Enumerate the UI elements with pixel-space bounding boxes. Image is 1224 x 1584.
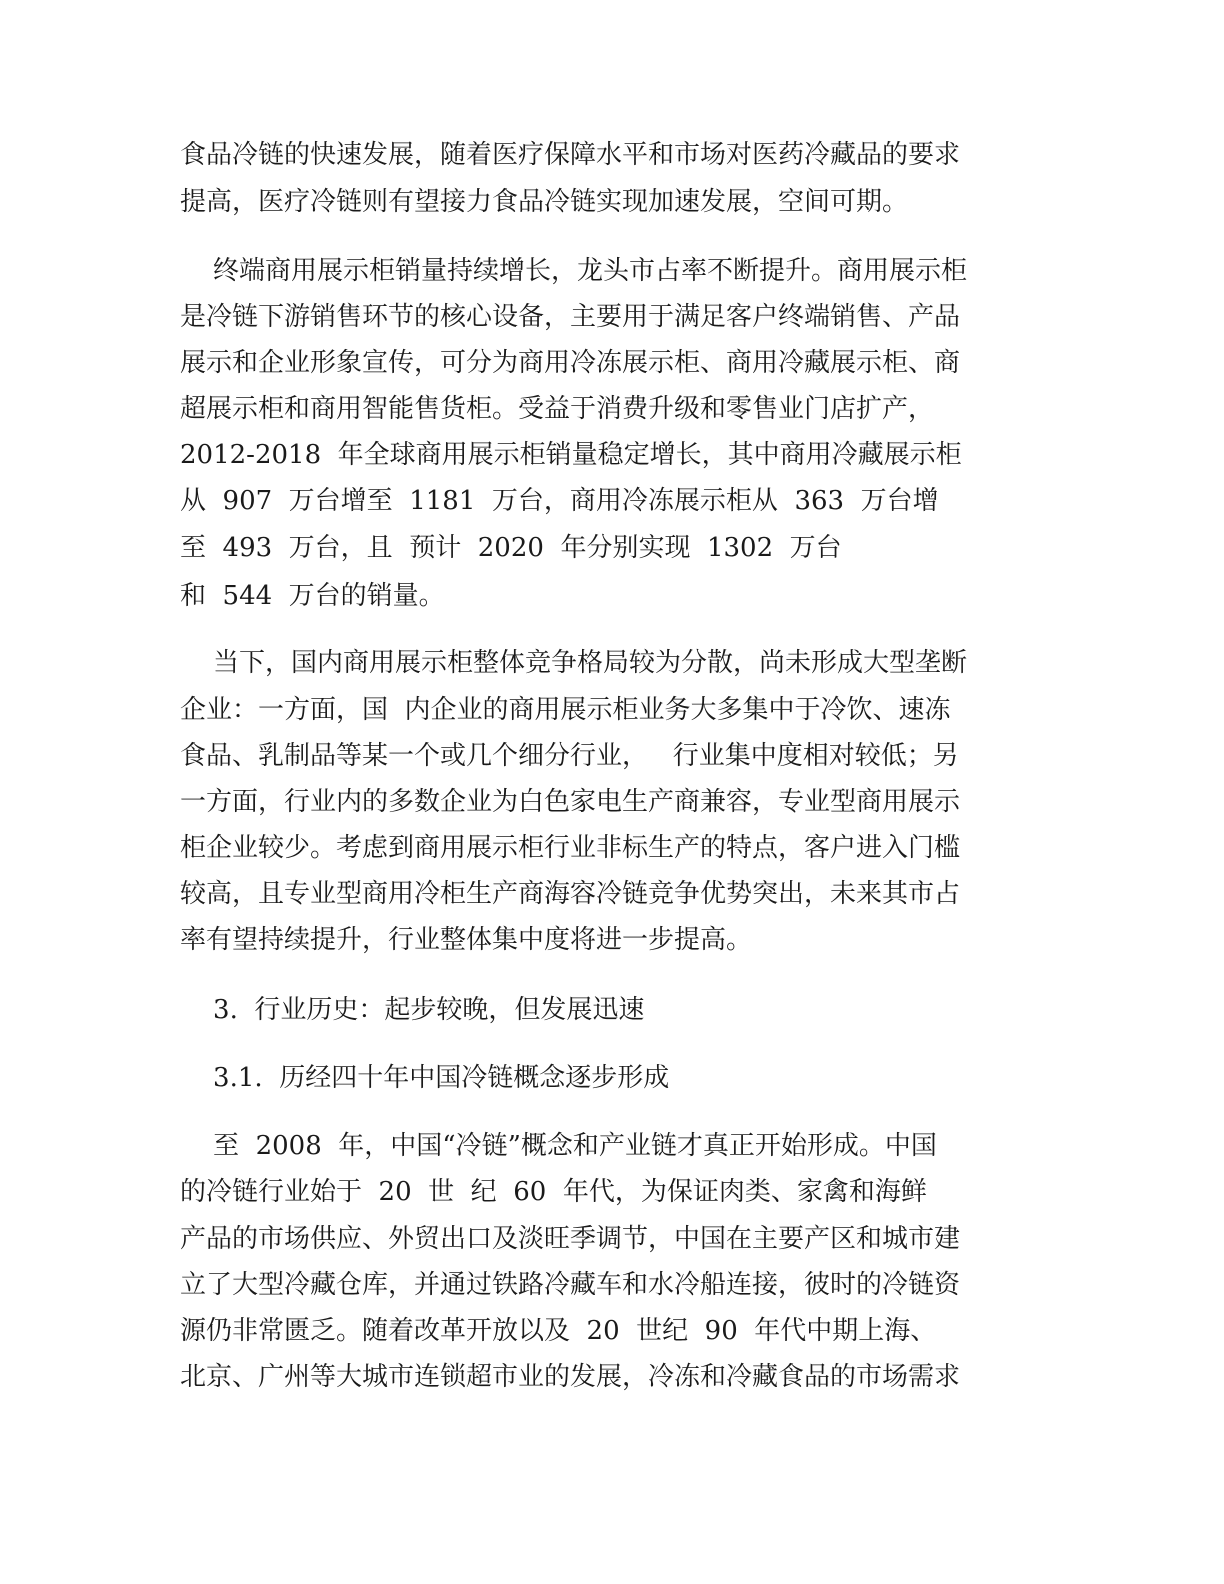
para-3-line-2: 企业：一方面，国 内企业的商用展示柜业务大多集中于冷饮、速冻 [180,695,951,725]
para-2-line-3: 展示和企业形象宣传，可分为商用冷冻展示柜、商用冷藏展示柜、商 [180,348,961,378]
para-2-line-4: 超展示柜和商用智能售货柜。受益于消费升级和零售业门店扩产， [180,394,935,424]
para-4-line-6: 北京、广州等大城市连锁超市业的发展，冷冻和冷藏食品的市场需求 [180,1362,961,1392]
para-2-line-7: 至 493 万台，且 预计 2020 年分别实现 1302 万台 [180,533,842,563]
para-4-line-2: 的冷链行业始于 20 世 纪 60 年代，为保证肉类、家禽和海鲜 [180,1177,927,1207]
para-3-line-1: 当下，国内商用展示柜整体竞争格局较为分散，尚未形成大型垄断 [180,648,968,678]
para-2-line-6: 从 907 万台增至 1181 万台，商用冷冻展示柜从 363 万台增 [180,486,939,516]
para-3-line-5: 柜企业较少。考虑到商用展示柜行业非标生产的特点，客户进入门槛 [180,833,961,863]
para-4-line-5: 源仍非常匮乏。随着改革开放以及 20 世纪 90 年代中期上海、 [180,1316,937,1346]
para-4-line-4: 立了大型冷藏仓库，并通过铁路冷藏车和水冷船连接，彼时的冷链资 [180,1270,961,1300]
section-heading-3: 3. 行业历史：起步较晚，但发展迅速 [180,995,645,1025]
para-2-line-2: 是冷链下游销售环节的核心设备，主要用于满足客户终端销售、产品 [180,302,961,332]
para-2-line-5: 2012-2018 年全球商用展示柜销量稳定增长，其中商用冷藏展示柜 [180,440,962,470]
para-2-line-1: 终端商用展示柜销量持续增长，龙头市占率不断提升。商用展示柜 [180,256,968,286]
para-4-line-3: 产品的市场供应、外贸出口及淡旺季调节，中国在主要产区和城市建 [180,1224,961,1254]
para-2-line-8: 和 544 万台的销量。 [180,581,445,611]
para-3-line-3: 食品、乳制品等某一个或几个细分行业， 行业集中度相对较低；另 [180,741,959,771]
para-1-line-2: 提高，医疗冷链则有望接力食品冷链实现加速发展，空间可期。 [180,187,909,217]
para-3-line-7: 率有望持续提升，行业整体集中度将进一步提高。 [180,925,753,955]
para-3-line-6: 较高，且专业型商用冷柜生产商海容冷链竞争优势突出，未来其市占 [180,879,961,909]
para-3-line-4: 一方面，行业内的多数企业为白色家电生产商兼容，专业型商用展示 [180,787,961,817]
section-heading-3-1: 3.1. 历经四十年中国冷链概念逐步形成 [180,1063,670,1093]
para-1-line-1: 食品冷链的快速发展，随着医疗保障水平和市场对医药冷藏品的要求 [180,140,961,170]
para-4-line-1: 至 2008 年，中国“冷链”概念和产业链才真正开始形成。中国 [180,1131,937,1161]
